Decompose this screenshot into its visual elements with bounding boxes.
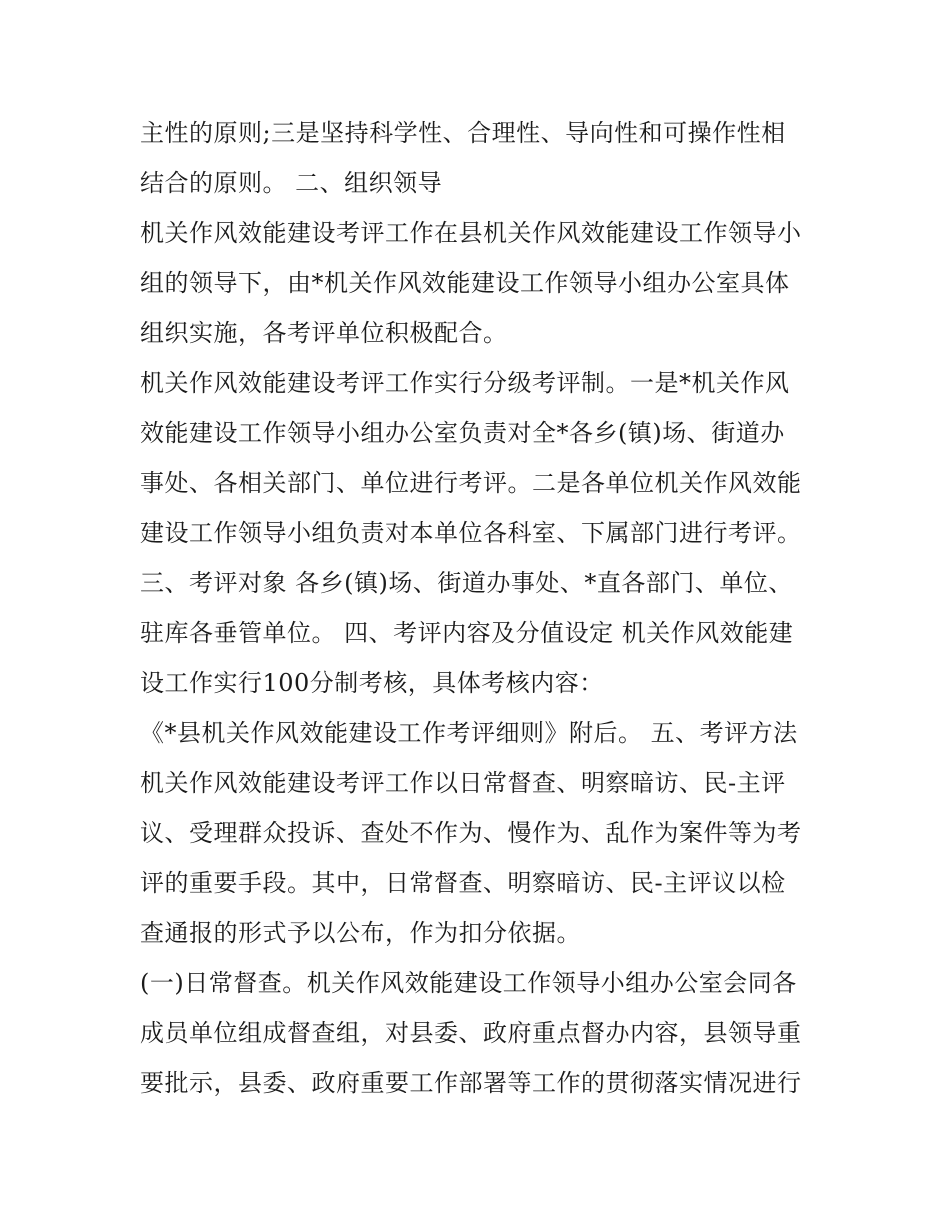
text-line: 建设工作领导小组负责对本单位各科室、下属部门进行考评。 — [140, 519, 802, 547]
text-line: 机关作风效能建设考评工作以日常督查、明察暗访、民-主评 — [140, 769, 786, 797]
text-line: 查通报的形式予以公布，作为扣分依据。 — [140, 919, 581, 947]
text-line: 议、受理群众投诉、查处不作为、慢作为、乱作为案件等为考 — [140, 819, 802, 847]
text-line: 结合的原则。 二、组织领导 — [140, 169, 443, 197]
text-line: 《*县机关作风效能建设工作考评细则》附后。 五、考评方法 — [140, 719, 798, 747]
text-line: 效能建设工作领导小组办公室负责对全*各乡(镇)场、街道办 — [140, 419, 785, 447]
text-line: 要批示，县委、政府重要工作部署等工作的贯彻落实情况进行 — [140, 1069, 802, 1097]
text-line: 设工作实行100分制考核，具体考核内容： — [140, 669, 604, 697]
text-line: 主性的原则;三是坚持科学性、合理性、导向性和可操作性相 — [140, 119, 786, 147]
text-line: 驻库各垂管单位。 四、考评内容及分值设定 机关作风效能建 — [140, 619, 794, 647]
text-line: (一)日常督查。机关作风效能建设工作领导小组办公室会同各 — [140, 969, 797, 997]
document-body — [140, 108, 820, 1108]
text-line: 机关作风效能建设考评工作在县机关作风效能建设工作领导小 — [140, 219, 802, 247]
text-line: 组的领导下，由*机关作风效能建设工作领导小组办公室具体 — [140, 269, 790, 297]
text-line: 机关作风效能建设考评工作实行分级考评制。一是*机关作风 — [140, 369, 790, 397]
text-line: 三、考评对象 各乡(镇)场、街道办事处、*直各部门、单位、 — [140, 569, 793, 597]
text-line: 成员单位组成督查组，对县委、政府重点督办内容，县领导重 — [140, 1019, 802, 1047]
text-line: 事处、各相关部门、单位进行考评。二是各单位机关作风效能 — [140, 469, 802, 497]
text-line: 评的重要手段。其中，日常督查、明察暗访、民-主评议以检 — [140, 869, 786, 897]
text-line: 组织实施，各考评单位积极配合。 — [140, 319, 508, 347]
